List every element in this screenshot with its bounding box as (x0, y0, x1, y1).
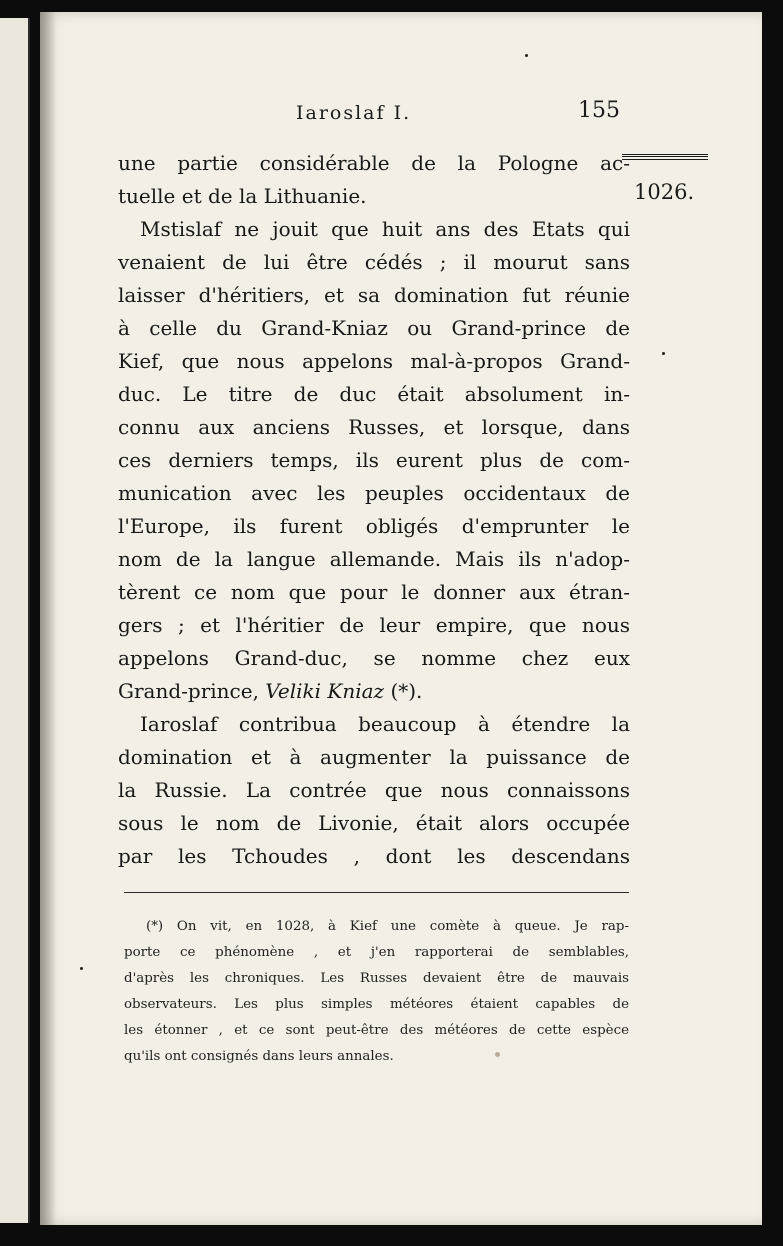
text-line: ces derniers temps, ils eurent plus de com- (118, 448, 630, 472)
footnote-line: qu'ils ont consignés dans leurs annales. (124, 1049, 394, 1064)
footnote-line: porte ce phénomène , et j'en rapporterai de semblables, (124, 945, 629, 960)
footnote-line: les étonner , et ce sont peut-être des météores de cette espèce (124, 1023, 629, 1038)
gutter-shadow (40, 12, 56, 1225)
text-line: par les Tchoudes , dont les descendans (118, 844, 630, 868)
text-line: l'Europe, ils furent obligés d'emprunter le (118, 514, 630, 538)
text-line: appelons Grand-duc, se nomme chez eux (118, 646, 630, 670)
body-text (118, 147, 630, 873)
footnote (124, 914, 629, 1070)
text-segment: Grand-prince, (118, 679, 259, 703)
footnote-line: (*) On vit, en 1028, à Kief une comète à queue. Je rap- (146, 919, 629, 934)
text-line: Iaroslaf contribua beaucoup à étendre la (140, 712, 630, 736)
text-line-with-italic (118, 675, 630, 708)
book-page (40, 12, 762, 1225)
paper-speck (525, 54, 528, 57)
text-line: laisser d'héritiers, et sa domination fut réunie (118, 283, 630, 307)
margin-rule (622, 154, 708, 160)
footnote-divider (124, 892, 629, 893)
footnote-line: observateurs. Les plus simples météores étaient capables de (124, 997, 629, 1012)
paper-speck (495, 1052, 500, 1057)
text-line: domination et à augmenter la puissance de (118, 745, 630, 769)
text-line: une partie considérable de la Pologne ac- (118, 151, 630, 175)
text-line: à celle du Grand-Kniaz ou Grand-prince de (118, 316, 630, 340)
paper-speck (80, 967, 83, 970)
footnote-line: d'après les chroniques. Les Russes devaient être de mauvais (124, 971, 629, 986)
text-line: connu aux anciens Russes, et lorsque, dans (118, 415, 630, 439)
paper-speck (662, 352, 665, 355)
text-line: Mstislaf ne jouit que huit ans des Etats qui (140, 217, 630, 241)
text-line: nom de la langue allemande. Mais ils n'adop- (118, 547, 630, 571)
page-number: 155 (578, 98, 620, 123)
facing-page-edge (0, 18, 30, 1223)
text-line: la Russie. La contrée que nous connaissons (118, 778, 630, 802)
text-line: venaient de lui être cédés ; il mourut sans (118, 250, 630, 274)
footnote-reference: (*). (390, 679, 423, 703)
text-line: munication avec les peuples occidentaux de (118, 481, 630, 505)
text-line: sous le nom de Livonie, était alors occupée (118, 811, 630, 835)
margin-year-note: 1026. (634, 180, 695, 204)
text-line: gers ; et l'héritier de leur empire, que nous (118, 613, 630, 637)
running-head-title: Iaroslaf I. (296, 102, 412, 124)
text-line: duc. Le titre de duc était absolument in- (118, 382, 630, 406)
italic-term: Veliki Kniaz (265, 679, 385, 703)
text-line: Kief, que nous appelons mal-à-propos Grand- (118, 349, 630, 373)
text-line: tuelle et de la Lithuanie. (118, 184, 367, 208)
text-line: tèrent ce nom que pour le donner aux étran- (118, 580, 630, 604)
